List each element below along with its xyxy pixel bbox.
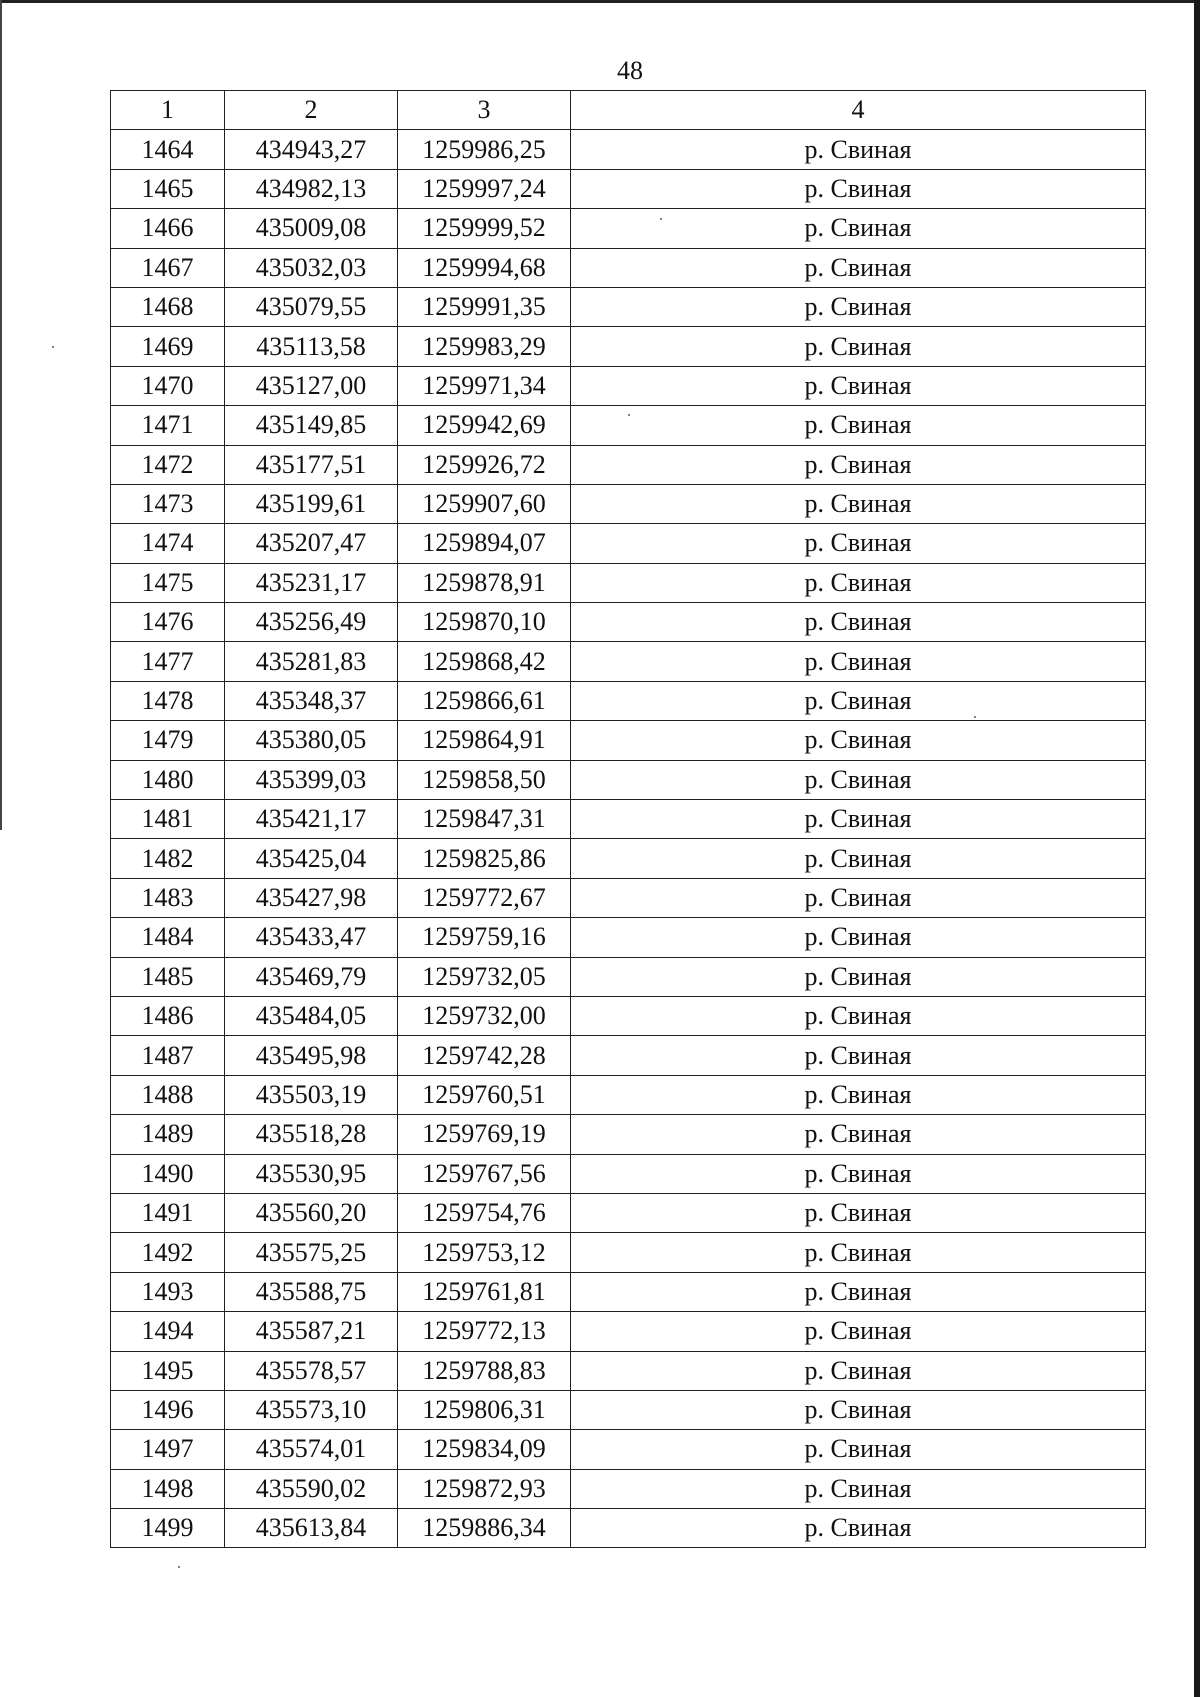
x-coordinate-cell: 435348,37 (225, 681, 398, 720)
description-cell: р. Свиная (571, 1233, 1146, 1272)
x-coordinate-cell: 435127,00 (225, 366, 398, 405)
point-number-cell: 1495 (111, 1351, 225, 1390)
description-cell: р. Свиная (571, 327, 1146, 366)
y-coordinate-cell: 1259942,69 (398, 406, 571, 445)
y-coordinate-cell: 1259986,25 (398, 130, 571, 169)
y-coordinate-cell: 1259772,13 (398, 1312, 571, 1351)
y-coordinate-cell: 1259872,93 (398, 1469, 571, 1508)
coordinates-table (110, 90, 1146, 1548)
table-row (111, 878, 1146, 917)
point-number-cell: 1491 (111, 1193, 225, 1232)
description-cell: р. Свиная (571, 1469, 1146, 1508)
table-row (111, 406, 1146, 445)
description-cell: р. Свиная (571, 366, 1146, 405)
point-number-cell: 1490 (111, 1154, 225, 1193)
x-coordinate-cell: 435177,51 (225, 445, 398, 484)
x-coordinate-cell: 435231,17 (225, 563, 398, 602)
y-coordinate-cell: 1259806,31 (398, 1390, 571, 1429)
y-coordinate-cell: 1259866,61 (398, 681, 571, 720)
x-coordinate-cell: 435281,83 (225, 642, 398, 681)
y-coordinate-cell: 1259870,10 (398, 603, 571, 642)
x-coordinate-cell: 434943,27 (225, 130, 398, 169)
table-row (111, 839, 1146, 878)
x-coordinate-cell: 435518,28 (225, 1115, 398, 1154)
description-cell: р. Свиная (571, 563, 1146, 602)
y-coordinate-cell: 1259772,67 (398, 878, 571, 917)
x-coordinate-cell: 435560,20 (225, 1193, 398, 1232)
description-cell: р. Свиная (571, 1390, 1146, 1429)
table-row (111, 1115, 1146, 1154)
x-coordinate-cell: 435495,98 (225, 1036, 398, 1075)
table-row (111, 484, 1146, 523)
y-coordinate-cell: 1259994,68 (398, 248, 571, 287)
x-coordinate-cell: 435421,17 (225, 800, 398, 839)
point-number-cell: 1464 (111, 130, 225, 169)
x-coordinate-cell: 435433,47 (225, 918, 398, 957)
x-coordinate-cell: 435588,75 (225, 1272, 398, 1311)
table-row (111, 1036, 1146, 1075)
x-coordinate-cell: 435149,85 (225, 406, 398, 445)
point-number-cell: 1486 (111, 996, 225, 1035)
point-number-cell: 1487 (111, 1036, 225, 1075)
point-number-cell: 1484 (111, 918, 225, 957)
table-row (111, 1351, 1146, 1390)
point-number-cell: 1492 (111, 1233, 225, 1272)
table-row (111, 1154, 1146, 1193)
table-row (111, 1430, 1146, 1469)
y-coordinate-cell: 1259788,83 (398, 1351, 571, 1390)
x-coordinate-cell: 435380,05 (225, 721, 398, 760)
point-number-cell: 1499 (111, 1509, 225, 1548)
point-number-cell: 1483 (111, 878, 225, 917)
header-row (111, 91, 1146, 130)
description-cell: р. Свиная (571, 996, 1146, 1035)
x-coordinate-cell: 435503,19 (225, 1075, 398, 1114)
description-cell: р. Свиная (571, 1075, 1146, 1114)
page-number: 48 (617, 56, 643, 85)
y-coordinate-cell: 1259868,42 (398, 642, 571, 681)
table-row (111, 1509, 1146, 1548)
x-coordinate-cell: 435199,61 (225, 484, 398, 523)
description-cell: р. Свиная (571, 1312, 1146, 1351)
y-coordinate-cell: 1259983,29 (398, 327, 571, 366)
point-number-cell: 1482 (111, 839, 225, 878)
description-cell: р. Свиная (571, 957, 1146, 996)
table-row (111, 1390, 1146, 1429)
table-row (111, 760, 1146, 799)
point-number-cell: 1497 (111, 1430, 225, 1469)
scan-top-edge (0, 0, 1200, 3)
description-cell: р. Свиная (571, 1430, 1146, 1469)
scan-right-edge (1194, 0, 1200, 1697)
header-cell-3: 3 (398, 91, 571, 130)
y-coordinate-cell: 1259878,91 (398, 563, 571, 602)
x-coordinate-cell: 435009,08 (225, 209, 398, 248)
y-coordinate-cell: 1259761,81 (398, 1272, 571, 1311)
y-coordinate-cell: 1259864,91 (398, 721, 571, 760)
point-number-cell: 1479 (111, 721, 225, 760)
y-coordinate-cell: 1259858,50 (398, 760, 571, 799)
point-number-cell: 1480 (111, 760, 225, 799)
point-number-cell: 1477 (111, 642, 225, 681)
point-number-cell: 1466 (111, 209, 225, 248)
y-coordinate-cell: 1259759,16 (398, 918, 571, 957)
point-number-cell: 1488 (111, 1075, 225, 1114)
x-coordinate-cell: 435587,21 (225, 1312, 398, 1351)
table-row (111, 957, 1146, 996)
x-coordinate-cell: 435425,04 (225, 839, 398, 878)
table-row (111, 1469, 1146, 1508)
point-number-cell: 1474 (111, 524, 225, 563)
x-coordinate-cell: 435530,95 (225, 1154, 398, 1193)
point-number-cell: 1496 (111, 1390, 225, 1429)
description-cell: р. Свиная (571, 1272, 1146, 1311)
y-coordinate-cell: 1259926,72 (398, 445, 571, 484)
y-coordinate-cell: 1259742,28 (398, 1036, 571, 1075)
x-coordinate-cell: 435590,02 (225, 1469, 398, 1508)
x-coordinate-cell: 435427,98 (225, 878, 398, 917)
y-coordinate-cell: 1259907,60 (398, 484, 571, 523)
table-row (111, 563, 1146, 602)
table-row (111, 681, 1146, 720)
point-number-cell: 1489 (111, 1115, 225, 1154)
header-cell-1: 1 (111, 91, 225, 130)
scan-speck (178, 1566, 180, 1568)
table-row (111, 603, 1146, 642)
point-number-cell: 1467 (111, 248, 225, 287)
description-cell: р. Свиная (571, 918, 1146, 957)
table-row (111, 327, 1146, 366)
table-row (111, 642, 1146, 681)
point-number-cell: 1498 (111, 1469, 225, 1508)
point-number-cell: 1494 (111, 1312, 225, 1351)
x-coordinate-cell: 435256,49 (225, 603, 398, 642)
header-cell-4: 4 (571, 91, 1146, 130)
description-cell: р. Свиная (571, 169, 1146, 208)
point-number-cell: 1465 (111, 169, 225, 208)
description-cell: р. Свиная (571, 524, 1146, 563)
x-coordinate-cell: 435484,05 (225, 996, 398, 1035)
table-row (111, 209, 1146, 248)
y-coordinate-cell: 1259753,12 (398, 1233, 571, 1272)
description-cell: р. Свиная (571, 209, 1146, 248)
description-cell: р. Свиная (571, 484, 1146, 523)
point-number-cell: 1475 (111, 563, 225, 602)
y-coordinate-cell: 1259767,56 (398, 1154, 571, 1193)
table-row (111, 445, 1146, 484)
description-cell: р. Свиная (571, 721, 1146, 760)
point-number-cell: 1468 (111, 287, 225, 326)
table-row (111, 800, 1146, 839)
description-cell: р. Свиная (571, 287, 1146, 326)
table-header (111, 91, 1146, 130)
x-coordinate-cell: 435399,03 (225, 760, 398, 799)
y-coordinate-cell: 1259754,76 (398, 1193, 571, 1232)
description-cell: р. Свиная (571, 1036, 1146, 1075)
table-row (111, 996, 1146, 1035)
table-row (111, 1233, 1146, 1272)
y-coordinate-cell: 1259847,31 (398, 800, 571, 839)
description-cell: р. Свиная (571, 445, 1146, 484)
scan-left-edge (0, 0, 2, 830)
y-coordinate-cell: 1259997,24 (398, 169, 571, 208)
y-coordinate-cell: 1259886,34 (398, 1509, 571, 1548)
description-cell: р. Свиная (571, 642, 1146, 681)
y-coordinate-cell: 1259732,00 (398, 996, 571, 1035)
description-cell: р. Свиная (571, 603, 1146, 642)
x-coordinate-cell: 435207,47 (225, 524, 398, 563)
point-number-cell: 1485 (111, 957, 225, 996)
y-coordinate-cell: 1259894,07 (398, 524, 571, 563)
table-row (111, 287, 1146, 326)
y-coordinate-cell: 1259732,05 (398, 957, 571, 996)
x-coordinate-cell: 435575,25 (225, 1233, 398, 1272)
point-number-cell: 1481 (111, 800, 225, 839)
table-row (111, 1272, 1146, 1311)
table-body (111, 130, 1146, 1548)
table-row (111, 366, 1146, 405)
description-cell: р. Свиная (571, 1351, 1146, 1390)
x-coordinate-cell: 435469,79 (225, 957, 398, 996)
description-cell: р. Свиная (571, 760, 1146, 799)
table-row (111, 130, 1146, 169)
description-cell: р. Свиная (571, 130, 1146, 169)
y-coordinate-cell: 1259769,19 (398, 1115, 571, 1154)
y-coordinate-cell: 1259825,86 (398, 839, 571, 878)
table-row (111, 169, 1146, 208)
y-coordinate-cell: 1259991,35 (398, 287, 571, 326)
y-coordinate-cell: 1259760,51 (398, 1075, 571, 1114)
description-cell: р. Свиная (571, 1509, 1146, 1548)
point-number-cell: 1469 (111, 327, 225, 366)
table-row (111, 1075, 1146, 1114)
x-coordinate-cell: 435573,10 (225, 1390, 398, 1429)
description-cell: р. Свиная (571, 1115, 1146, 1154)
x-coordinate-cell: 435079,55 (225, 287, 398, 326)
table-row (111, 1312, 1146, 1351)
point-number-cell: 1470 (111, 366, 225, 405)
table-row (111, 918, 1146, 957)
x-coordinate-cell: 434982,13 (225, 169, 398, 208)
y-coordinate-cell: 1259834,09 (398, 1430, 571, 1469)
x-coordinate-cell: 435113,58 (225, 327, 398, 366)
point-number-cell: 1478 (111, 681, 225, 720)
description-cell: р. Свиная (571, 406, 1146, 445)
y-coordinate-cell: 1259971,34 (398, 366, 571, 405)
description-cell: р. Свиная (571, 1154, 1146, 1193)
x-coordinate-cell: 435032,03 (225, 248, 398, 287)
point-number-cell: 1476 (111, 603, 225, 642)
description-cell: р. Свиная (571, 1193, 1146, 1232)
description-cell: р. Свиная (571, 800, 1146, 839)
point-number-cell: 1473 (111, 484, 225, 523)
description-cell: р. Свиная (571, 878, 1146, 917)
table-row (111, 1193, 1146, 1232)
y-coordinate-cell: 1259999,52 (398, 209, 571, 248)
point-number-cell: 1471 (111, 406, 225, 445)
point-number-cell: 1472 (111, 445, 225, 484)
x-coordinate-cell: 435574,01 (225, 1430, 398, 1469)
header-cell-2: 2 (225, 91, 398, 130)
x-coordinate-cell: 435578,57 (225, 1351, 398, 1390)
table-row (111, 248, 1146, 287)
scan-speck (52, 346, 54, 348)
point-number-cell: 1493 (111, 1272, 225, 1311)
description-cell: р. Свиная (571, 248, 1146, 287)
description-cell: р. Свиная (571, 681, 1146, 720)
description-cell: р. Свиная (571, 839, 1146, 878)
table-row (111, 524, 1146, 563)
table-row (111, 721, 1146, 760)
x-coordinate-cell: 435613,84 (225, 1509, 398, 1548)
